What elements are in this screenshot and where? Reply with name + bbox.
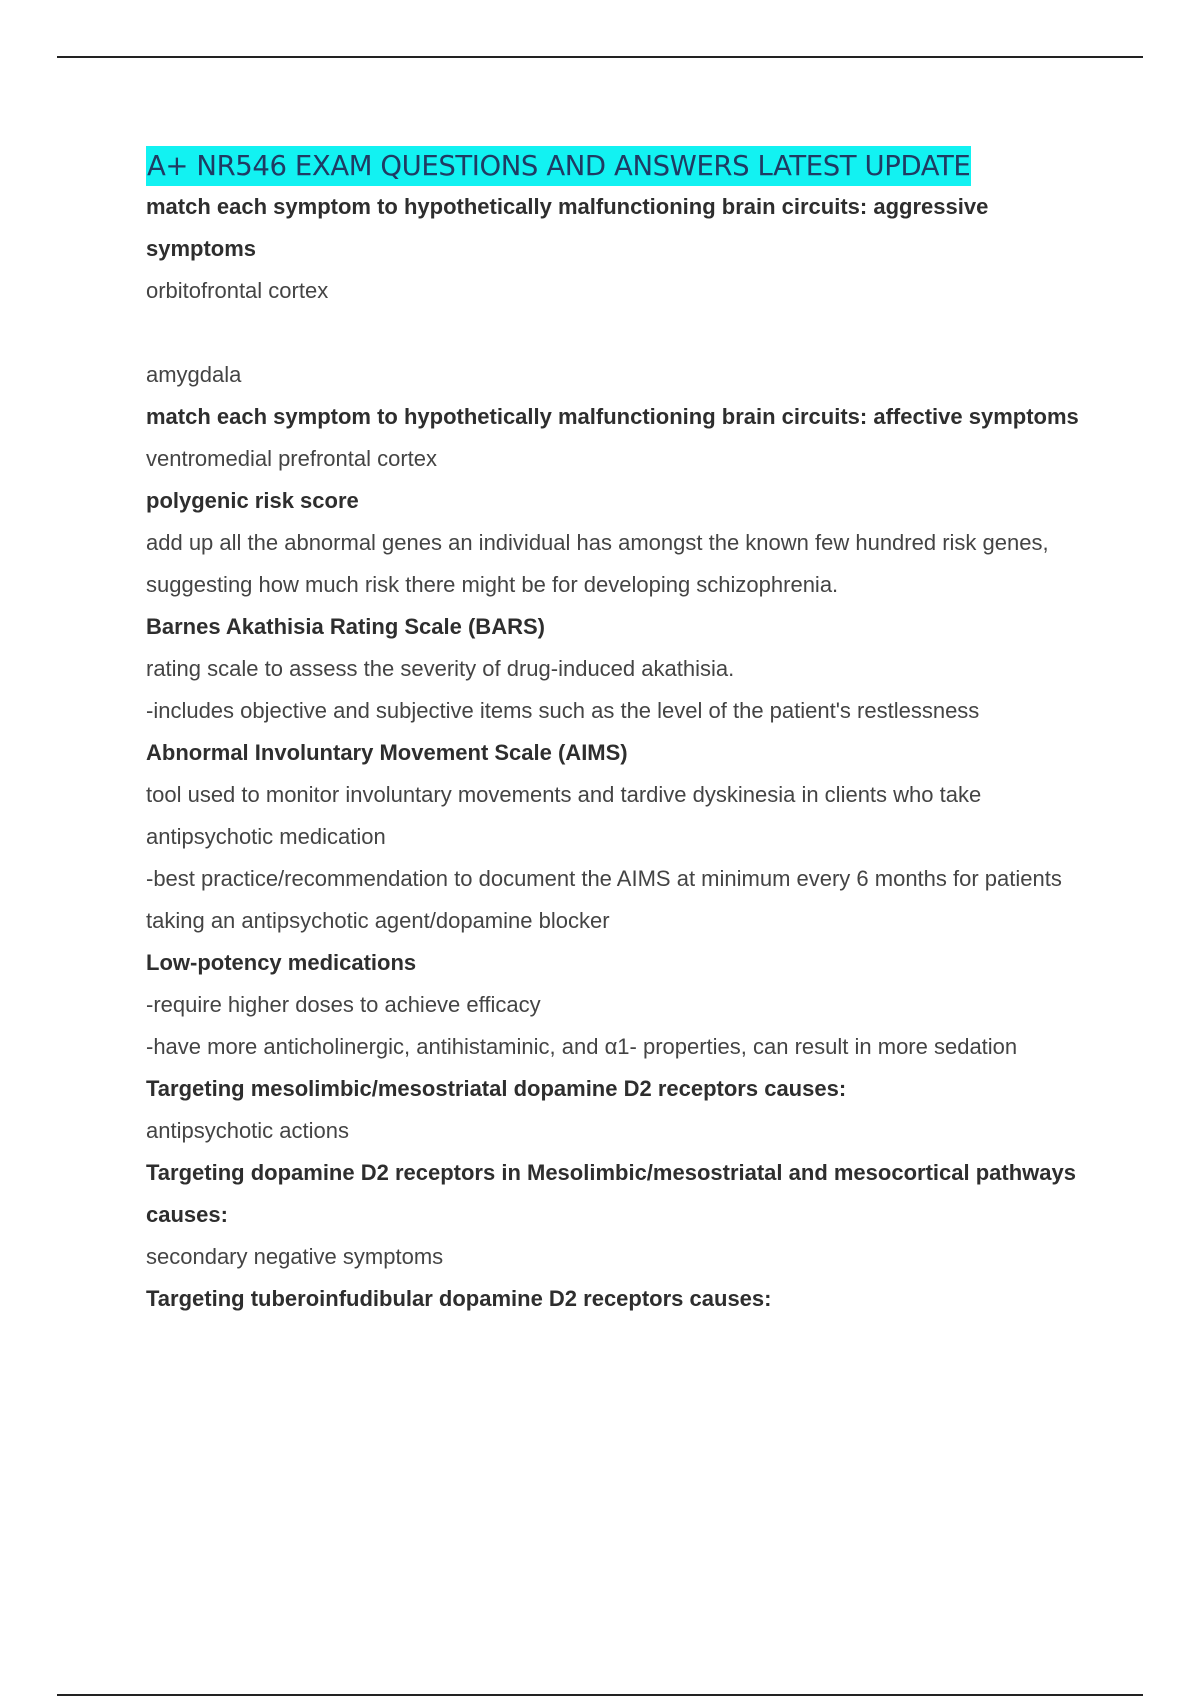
qa-list <box>146 186 1081 1320</box>
answer: -includes objective and subjective items such as the level of the patient's restlessness <box>146 698 980 723</box>
answer: -require higher doses to achieve efficacy <box>146 992 541 1017</box>
document-title: A+ NR546 EXAM QUESTIONS AND ANSWERS LATEST UPDATE <box>146 146 971 186</box>
question: Low-potency medications <box>146 950 417 975</box>
question: Targeting mesolimbic/mesostriatal dopamine D2 receptors causes: <box>146 1076 847 1101</box>
answer: rating scale to assess the severity of drug-induced akathisia. <box>146 656 735 681</box>
question: match each symptom to hypothetically malfunctioning brain circuits: aggressive symptoms <box>146 194 989 261</box>
answer: amygdala <box>146 362 242 387</box>
answer: add up all the abnormal genes an individual has amongst the known few hundred risk genes, suggesting how much risk there might be for developing schizophrenia. <box>146 530 1049 597</box>
question: Abnormal Involuntary Movement Scale (AIMS) <box>146 740 628 765</box>
answer: tool used to monitor involuntary movements and tardive dyskinesia in clients who take antipsychotic medication <box>146 782 982 849</box>
question: match each symptom to hypothetically malfunctioning brain circuits: affective symptoms <box>146 404 1079 429</box>
answer: ventromedial prefrontal cortex <box>146 446 438 471</box>
answer: orbitofrontal cortex <box>146 278 329 303</box>
question: Targeting tuberoinfudibular dopamine D2 receptors causes: <box>146 1286 772 1311</box>
footer-rule <box>57 1694 1143 1696</box>
question: Targeting dopamine D2 receptors in Mesolimbic/mesostriatal and mesocortical pathways causes: <box>146 1160 1076 1227</box>
answer: -have more anticholinergic, antihistaminic, and α1- properties, can result in more sedation <box>146 1034 1018 1059</box>
title-row <box>146 146 1081 186</box>
answer: secondary negative symptoms <box>146 1244 444 1269</box>
answer: -best practice/recommendation to document the AIMS at minimum every 6 months for patients taking an antipsychotic agent/dopamine blocker <box>146 866 1062 933</box>
answer: antipsychotic actions <box>146 1118 349 1143</box>
question: Barnes Akathisia Rating Scale (BARS) <box>146 614 545 639</box>
document-body <box>146 146 1081 1320</box>
header-rule <box>57 56 1143 58</box>
question: polygenic risk score <box>146 488 359 513</box>
blank-line <box>146 312 1081 354</box>
